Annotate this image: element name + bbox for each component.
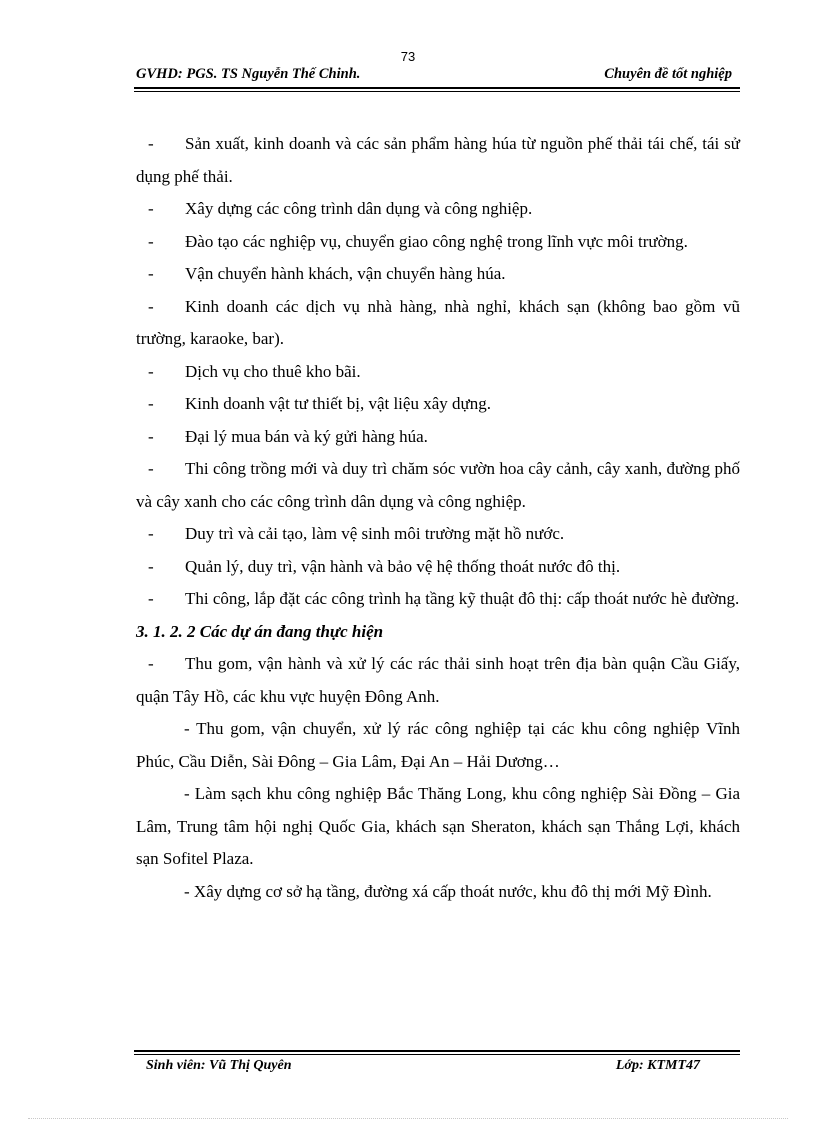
list-dash: - [148,264,154,283]
page-number: 73 [400,49,416,64]
header-doc-type: Chuyên đề tốt nghiệp [604,66,732,82]
list-item-text: Thi công, lắp đặt các công trình hạ tầng kỹ thuật đô thị: cấp thoát nước hè đường. [185,589,740,608]
page-header [136,66,740,84]
list-item-text: Xây dựng các công trình dân dụng và công nghiệp. [185,199,533,218]
list-item-text: Đại lý mua bán và ký gửi hàng húa. [185,426,428,446]
paragraph: - Xây dựng cơ sở hạ tầng, đường xá cấp thoát nước, khu đô thị mới Mỹ Đình. [184,881,712,901]
list-item-text: Thi công trồng mới và duy trì chăm sóc vườn hoa cây cảnh, cây xanh, đường phố và cây xanh cho các công trình dân dụng và công nghiệp. [136,459,740,511]
list-dash: - [148,231,154,251]
footer-rule [134,1050,740,1055]
list-item [136,356,740,389]
header-advisor: GVHD: PGS. TS Nguyễn Thế Chinh. [136,66,361,82]
list-dash: - [148,654,154,673]
list-item [136,226,740,259]
list-dash: - [148,134,154,153]
list-item [136,551,740,584]
list-item [136,193,740,226]
list-dash: - [148,556,154,576]
list-item-text: Sản xuất, kinh doanh và các sản phẩm hàng húa từ nguồn phế thải tái chế, tái sử dụng phế thải. [136,134,740,186]
list-item-text: Duy trì và cải tạo, làm vệ sinh môi trường mặt hồ nước. [185,524,565,543]
list-item [136,388,740,421]
list-dash: - [148,589,154,608]
list-item [136,453,740,518]
list-dash: - [148,394,154,413]
list-item [136,258,740,291]
page-bottom-dotted-line [28,1118,788,1119]
list-item [136,648,740,713]
page-footer [146,1058,706,1076]
header-rule [134,87,740,92]
list-item-text: Thu gom, vận hành và xử lý các rác thải sinh hoạt trên địa bàn quận Cầu Giấy, quận Tây Hồ, các khu vực huyện Đông Anh. [136,654,740,706]
list-item [136,518,740,551]
list-dash: - [148,296,154,316]
list-item-text: Đào tạo các nghiệp vụ, chuyển giao công nghệ trong lĩnh vực môi trường. [185,231,688,251]
body-content [136,128,740,908]
list-item-text: Quản lý, duy trì, vận hành và bảo vệ hệ thống thoát nước đô thị. [185,556,621,576]
list-item-text: Kinh doanh vật tư thiết bị, vật liệu xây dựng. [185,394,491,413]
list-dash: - [148,361,154,381]
list-item [136,291,740,356]
list-dash: - [148,199,154,218]
list-item-text: Dịch vụ cho thuê kho bãi. [185,361,361,381]
list-item [136,583,740,616]
footer-class: Lớp: KTMT47 [615,1058,700,1073]
list-item [136,421,740,454]
list-item [136,128,740,193]
list-item-text: Vận chuyển hành khách, vận chuyển hàng húa. [185,264,506,283]
list-dash: - [148,426,154,446]
section-heading: 3. 1. 2. 2 Các dự án đang thực hiện [136,621,384,641]
footer-student: Sinh viên: Vũ Thị Quyên [146,1058,292,1073]
paragraph: - Làm sạch khu công nghiệp Bắc Thăng Long, khu công nghiệp Sài Đồng – Gia Lâm, Trung tâm hội nghị Quốc Gia, khách sạn Sheraton, khách sạn Thắng Lợi, khách sạn Sofitel Plaza. [136,784,740,868]
list-dash: - [148,524,154,543]
list-dash: - [148,459,154,478]
list-item-text: Kinh doanh các dịch vụ nhà hàng, nhà nghỉ, khách sạn (không bao gồm vũ trường, karaoke, bar). [136,296,740,348]
paragraph: - Thu gom, vận chuyển, xử lý rác công nghiệp tại các khu công nghiệp Vĩnh Phúc, Cầu Diễn, Sài Đông – Gia Lâm, Đại An – Hải Dương… [136,719,740,771]
